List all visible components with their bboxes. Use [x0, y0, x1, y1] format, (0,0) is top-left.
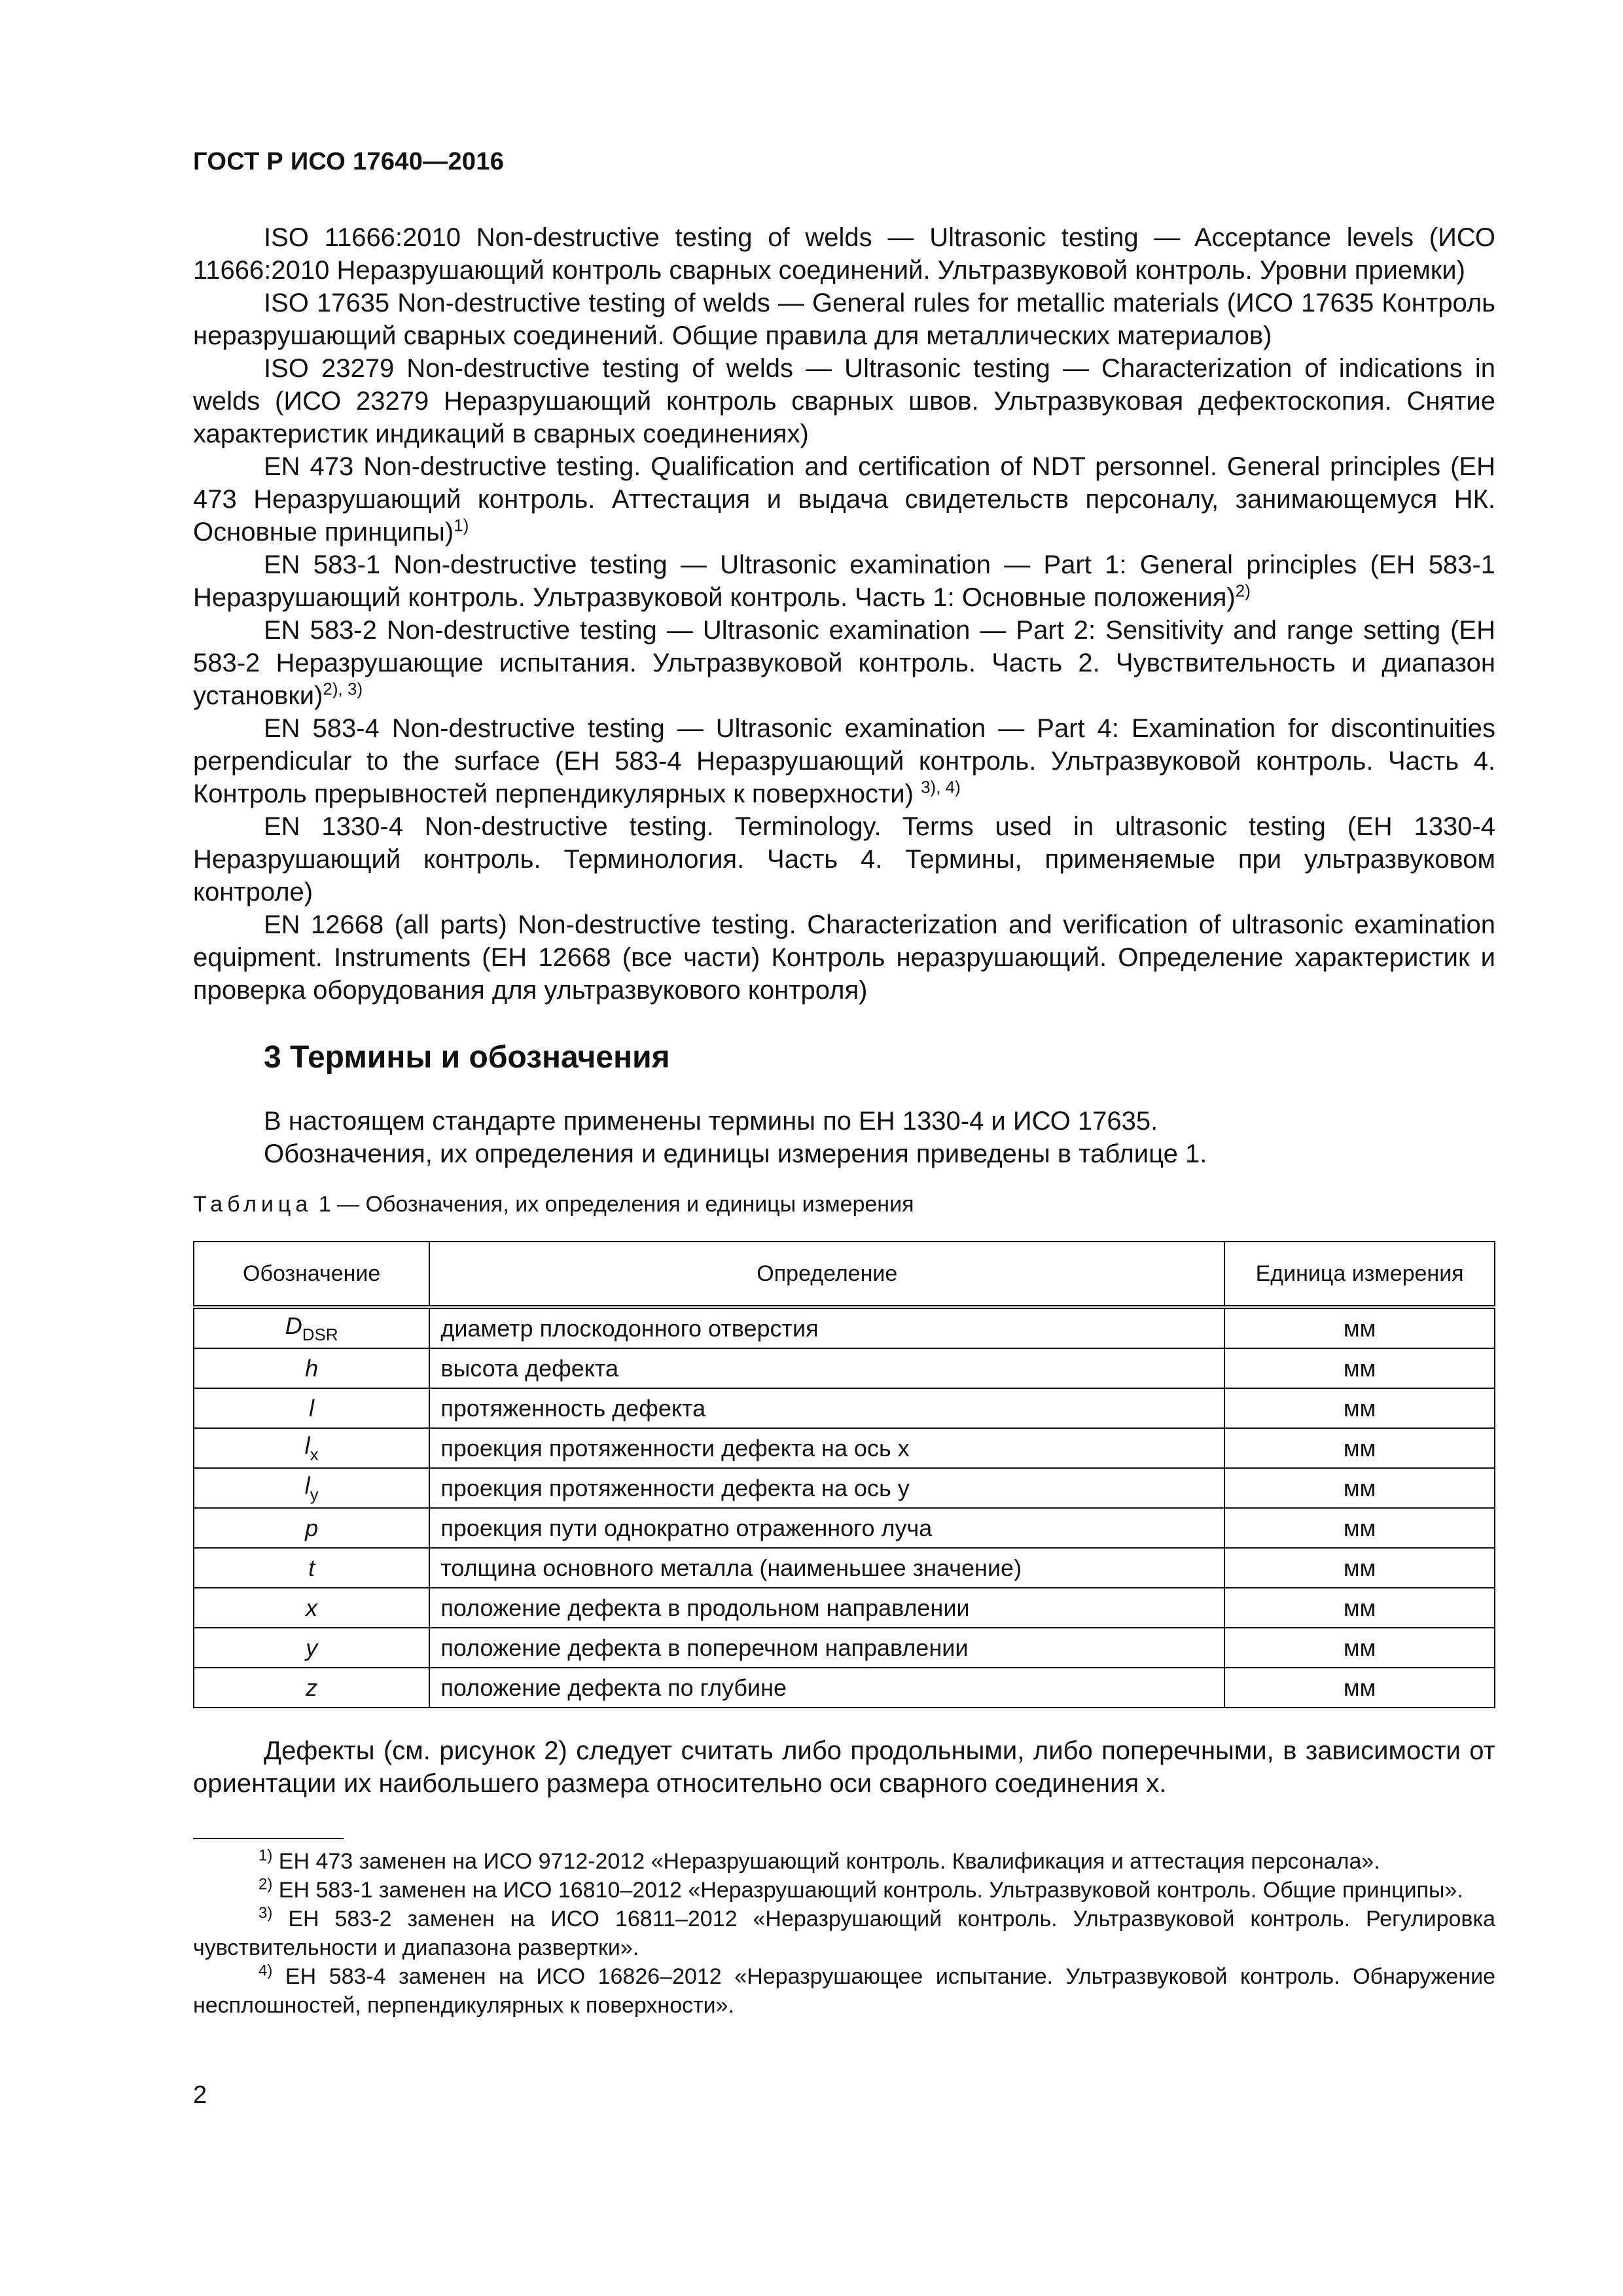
table-row [194, 1548, 1495, 1588]
reference-item: EN 1330-4 Non-destructive testing. Terminology. Terms used in ultrasonic testing (ЕН 1330-4 Неразрушающий контроль. Терминология. Часть 4. Термины, применяемые при ультразвуковом контроле) [193, 812, 1495, 906]
symbol: l [309, 1394, 315, 1422]
symbol-cell [194, 1388, 429, 1428]
footnote-ref[interactable]: 2), 3) [323, 679, 363, 699]
footnote-separator [193, 1838, 344, 1839]
symbol-cell [194, 1668, 429, 1708]
table-row [194, 1428, 1495, 1468]
unit-cell: мм [1224, 1548, 1495, 1588]
reference-item: EN 12668 (all parts) Non-destructive testing. Characterization and verification of ultrasonic examination equipment. Instruments (ЕН 12668 (все части) Контроль неразрушающий. Определение характеристик и проверка оборудования для ультразвукового контроля) [193, 910, 1495, 1005]
symbol-subscript: x [310, 1444, 319, 1464]
table-row [194, 1588, 1495, 1628]
symbol: h [305, 1354, 319, 1382]
footnote-mark: 3) [259, 1904, 273, 1922]
table-header-row [194, 1242, 1495, 1307]
table-row [194, 1307, 1495, 1348]
table-row [194, 1668, 1495, 1708]
table-row [194, 1388, 1495, 1428]
footnote-ref[interactable]: 2) [1235, 581, 1251, 601]
reference-item: EN 583-2 Non-destructive testing — Ultrasonic examination — Part 2: Sensitivity and range setting (ЕН 583-2 Неразрушающие испытания. Ультразвуковой контроль. Часть 2. Чувствительность и диапазон установки)$^{2), 3)}$ [193, 616, 1495, 710]
unit-cell: мм [1224, 1508, 1495, 1548]
symbol: l [304, 1431, 310, 1459]
table-caption-text: 1 — Обозначения, их определения и единицы измерения [312, 1192, 914, 1217]
symbol: y [306, 1634, 318, 1661]
table-caption [193, 1190, 914, 1219]
symbol: p [305, 1514, 319, 1541]
definition-cell: диаметр плоскодонного отверстия [429, 1307, 1224, 1348]
symbol-cell [194, 1307, 429, 1348]
unit-cell: мм [1224, 1588, 1495, 1628]
footnotes [193, 1847, 1495, 2020]
symbol-cell [194, 1588, 429, 1628]
definition-cell: проекция пути однократно отраженного луча [429, 1508, 1224, 1548]
unit-cell: мм [1224, 1428, 1495, 1468]
header-unit: Единица измерения [1224, 1242, 1495, 1307]
footnote-mark: 4) [259, 1962, 273, 1980]
table-row [194, 1628, 1495, 1668]
reference-item: EN 583-4 Non-destructive testing — Ultrasonic examination — Part 4: Examination for discontinuities perpendicular to the surface (ЕН 583-4 Неразрушающий контроль. Ультразвуковой контроль. Часть 4. Контроль прерывностей перпендикулярных к поверхности) $^{3), 4)}$ [193, 714, 1495, 808]
header-symbol: Обозначение [194, 1242, 429, 1307]
footnote-item: $^{2)}$ ЕН 583-1 заменен на ИСО 16810–2012 «Неразрушающий контроль. Ультразвуковой контроль. Общие принципы». [259, 1875, 1463, 1903]
symbol: l [304, 1471, 310, 1499]
symbol-cell [194, 1508, 429, 1548]
intro-paragraph: В настоящем стандарте применены термины по ЕН 1330-4 и ИСО 17635. [264, 1107, 1158, 1136]
section-title: 3 Термины и обозначения [264, 1040, 670, 1075]
table-body [194, 1307, 1495, 1708]
symbol-cell [194, 1628, 429, 1668]
table-row [194, 1468, 1495, 1508]
symbol-cell [194, 1428, 429, 1468]
table-row [194, 1508, 1495, 1548]
reference-item: ISO 23279 Non-destructive testing of welds — Ultrasonic testing — Characterization of indications in welds (ИСО 23279 Неразрушающий контроль сварных швов. Ультразвуковая дефектоскопия. Снятие характеристик индикаций в сварных соединениях) [193, 354, 1495, 448]
symbol-subscript: y [310, 1484, 319, 1504]
normative-references [193, 221, 1495, 1007]
table-row [194, 1348, 1495, 1388]
document-header: ГОСТ Р ИСО 17640—2016 [193, 148, 505, 175]
symbol-cell [194, 1548, 429, 1588]
footnote-item: $^{1)}$ ЕН 473 заменен на ИСО 9712-2012 «Неразрушающий контроль. Квалификация и аттестация персонала». [259, 1846, 1380, 1874]
symbol: D [285, 1312, 302, 1339]
reference-item: ISO 17635 Non-destructive testing of welds — General rules for metallic materials (ИСО 17635 Контроль неразрушающий сварных соединений. Общие правила для металлических материалов) [193, 289, 1495, 350]
symbol: z [306, 1674, 318, 1701]
footnote-ref[interactable]: 3), 4) [921, 777, 961, 797]
unit-cell: мм [1224, 1388, 1495, 1428]
definition-cell: положение дефекта в продольном направлении [429, 1588, 1224, 1628]
definition-cell: толщина основного металла (наименьшее значение) [429, 1548, 1224, 1588]
footnote-ref[interactable]: 1) [454, 515, 469, 535]
definition-cell: положение дефекта в поперечном направлении [429, 1628, 1224, 1668]
definition-cell: проекция протяженности дефекта на ось x [429, 1428, 1224, 1468]
reference-item: ISO 11666:2010 Non-destructive testing of welds — Ultrasonic testing — Acceptance levels (ИСО 11666:2010 Неразрушающий контроль сварных соединений. Ультразвуковой контроль. Уровни приемки) [193, 223, 1495, 285]
definition-cell: проекция протяженности дефекта на ось y [429, 1468, 1224, 1508]
definition-cell: высота дефекта [429, 1348, 1224, 1388]
section-intro [193, 1105, 1495, 1170]
defects-paragraph: Дефекты (см. рисунок 2) следует считать либо продольными, либо поперечными, в зависимости от ориентации их наибольшего размера относительно оси сварного соединения x. [193, 1736, 1495, 1798]
symbols-table [193, 1241, 1495, 1708]
symbol-cell [194, 1468, 429, 1508]
symbol: x [306, 1594, 318, 1621]
footnote-mark: 2) [259, 1875, 273, 1893]
reference-item: EN 473 Non-destructive testing. Qualification and certification of NDT personnel. General principles (ЕН 473 Неразрушающий контроль. Аттестация и выдача свидетельств персоналу, занимающемуся НК. Основные принципы)$^{1)}$ [193, 452, 1495, 547]
symbol-subscript: DSR [302, 1324, 338, 1344]
symbol-cell [194, 1348, 429, 1388]
unit-cell: мм [1224, 1307, 1495, 1348]
definition-cell: положение дефекта по глубине [429, 1668, 1224, 1708]
footnote-item: $^{3)}$ ЕН 583-2 заменен на ИСО 16811–2012 «Неразрушающий контроль. Ультразвуковой контроль. Регулировка чувствительности и диапазона развертки». [193, 1904, 1495, 1960]
table-caption-label: Таблица [193, 1192, 313, 1217]
intro-paragraph: Обозначения, их определения и единицы измерения приведены в таблице 1. [264, 1139, 1207, 1168]
header-definition: Определение [429, 1242, 1224, 1307]
unit-cell: мм [1224, 1468, 1495, 1508]
unit-cell: мм [1224, 1348, 1495, 1388]
unit-cell: мм [1224, 1628, 1495, 1668]
footnote-item: $^{4)}$ ЕН 583-4 заменен на ИСО 16826–2012 «Неразрушающее испытание. Ультразвуковой контроль. Обнаружение несплошностей, перпендикулярных к поверхности». [193, 1962, 1495, 2018]
definition-cell: протяженность дефекта [429, 1388, 1224, 1428]
symbol: t [308, 1554, 315, 1581]
footnote-mark: 1) [259, 1846, 273, 1865]
page-number: 2 [193, 2081, 207, 2109]
reference-item: EN 583-1 Non-destructive testing — Ultrasonic examination — Part 1: General principles (ЕН 583-1 Неразрушающий контроль. Ультразвуковой контроль. Часть 1: Основные положения)$^{2)}$ [193, 550, 1495, 612]
unit-cell: мм [1224, 1668, 1495, 1708]
